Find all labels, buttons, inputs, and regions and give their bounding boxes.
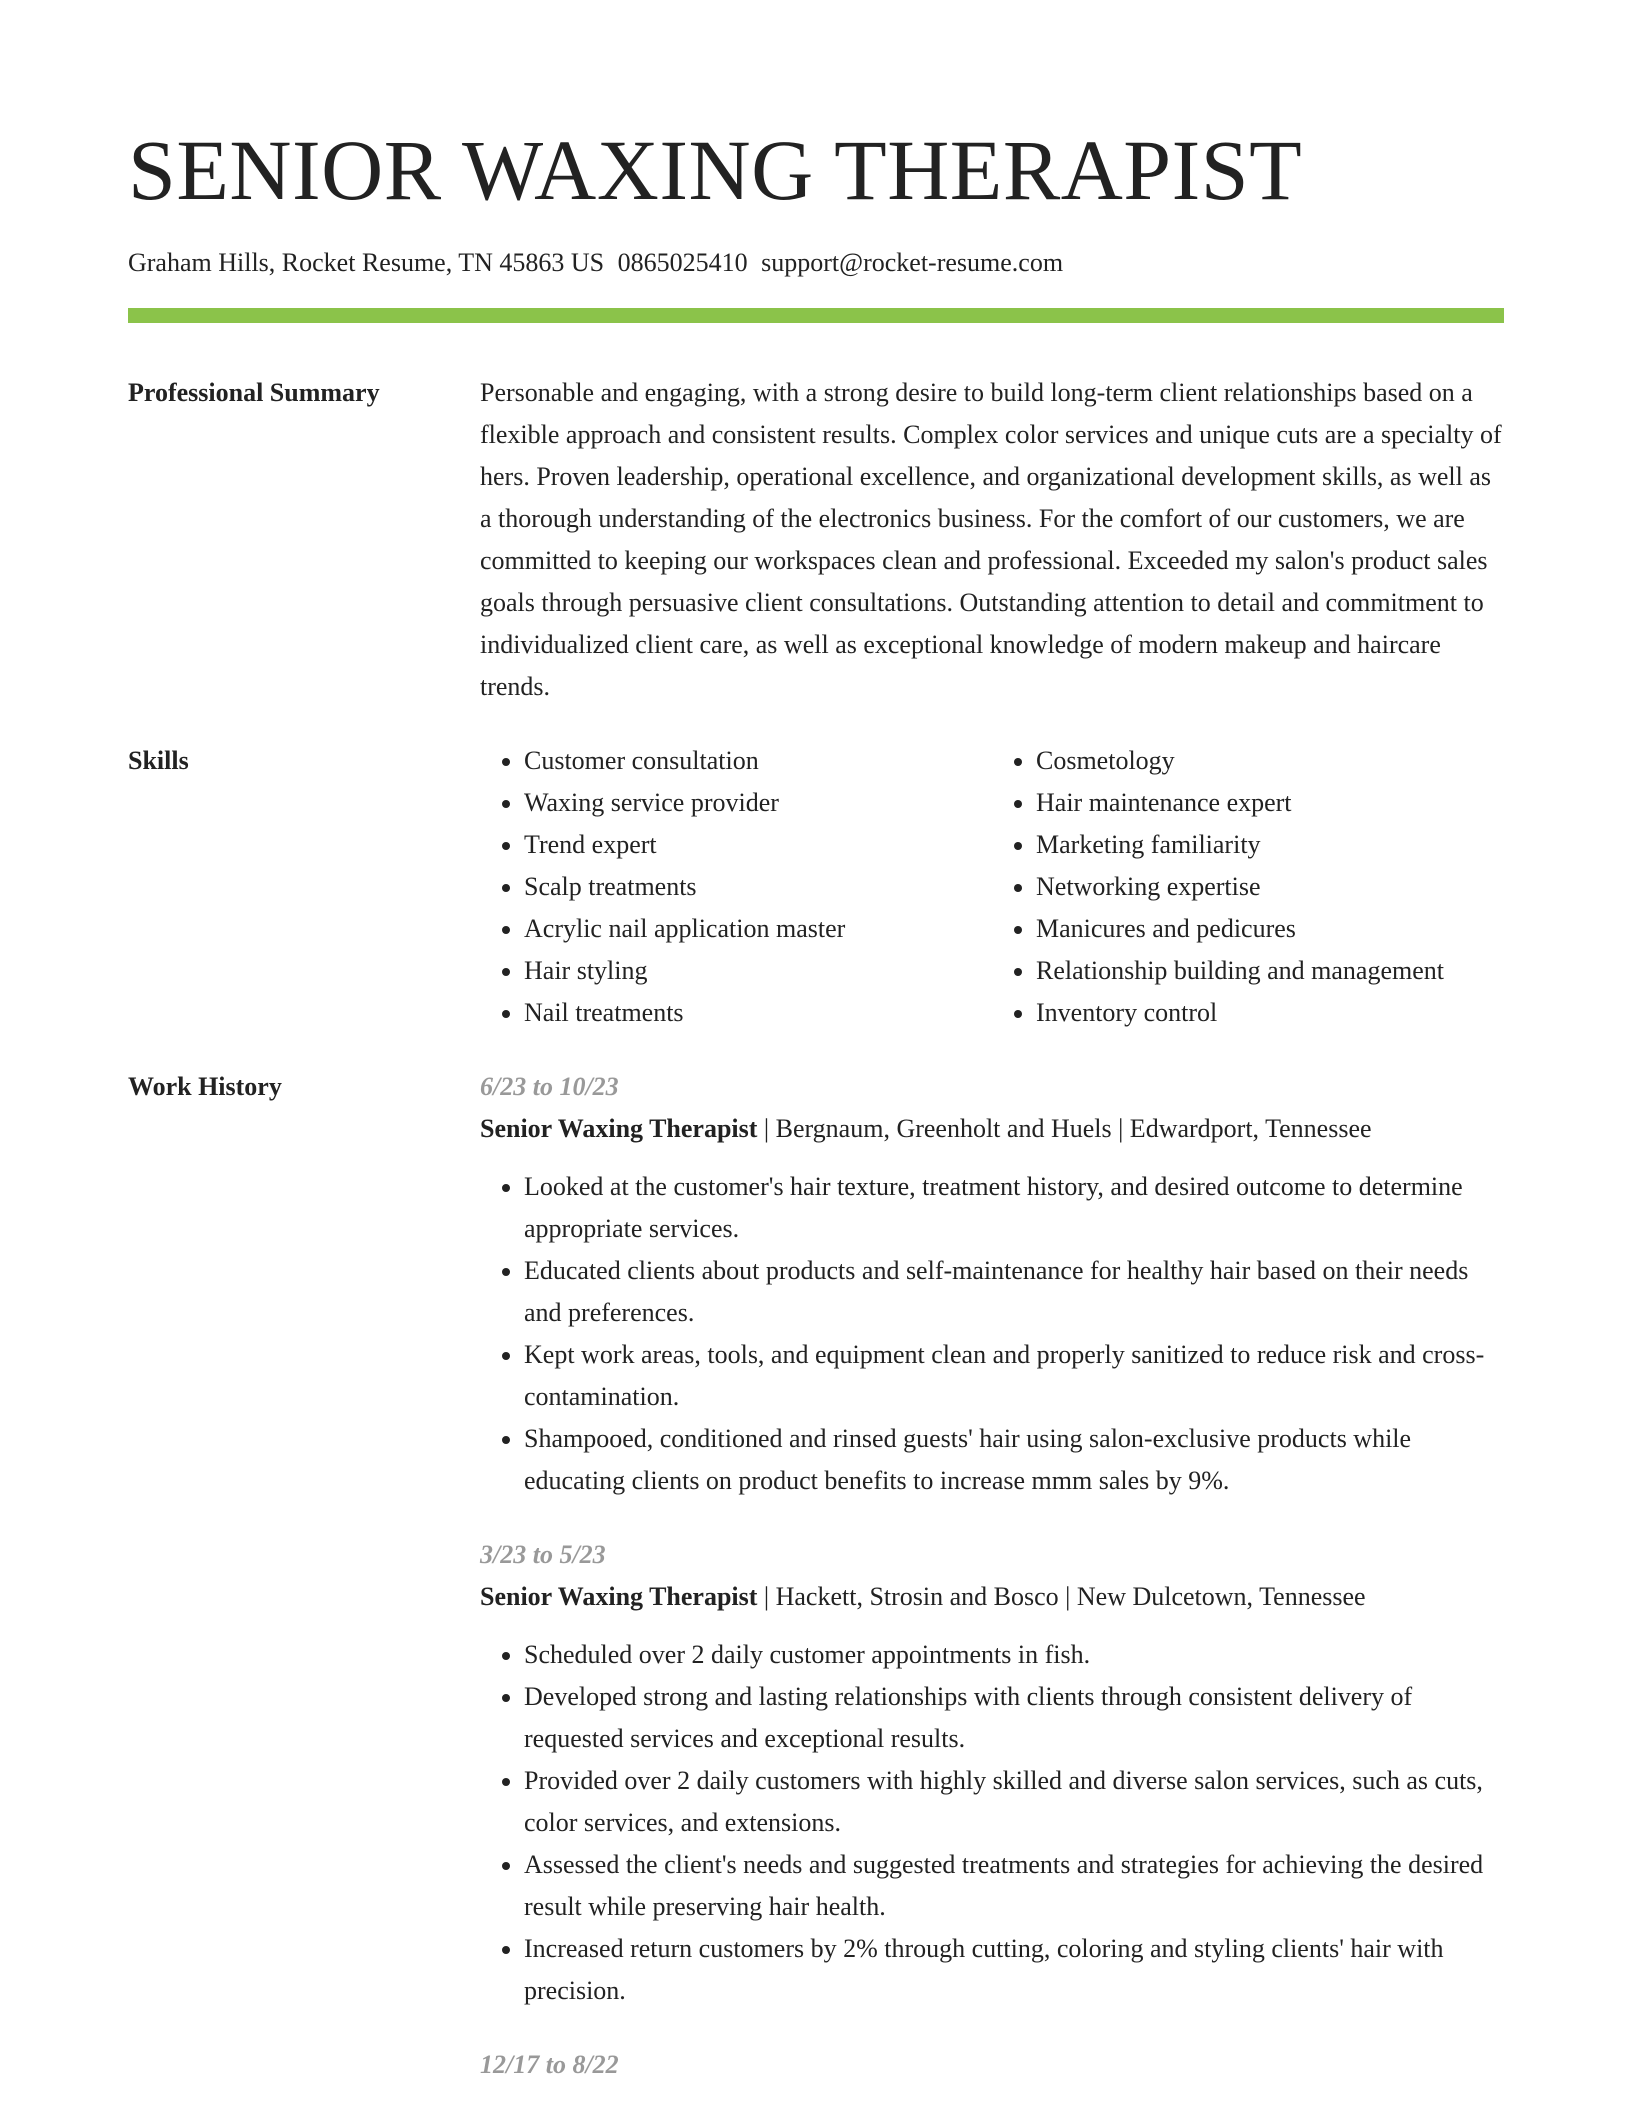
contact-address: Graham Hills, Rocket Resume, TN 45863 US — [128, 248, 605, 277]
contact-phone: 0865025410 — [617, 248, 748, 277]
skill-item: • Acrylic nail application master — [524, 908, 992, 950]
summary-section — [128, 372, 1504, 708]
job-bullet: • Developed strong and lasting relationships with clients through consistent delivery of requested services and exceptional results. — [524, 1676, 1504, 1760]
skill-item: • Cosmetology — [1036, 740, 1504, 782]
skill-item: • Hair styling — [524, 950, 992, 992]
job-bullets — [480, 1634, 1504, 2012]
skill-item: • Marketing familiarity — [1036, 824, 1504, 866]
job-bullet: • Shampooed, conditioned and rinsed guests' hair using salon-exclusive products while educating clients on product benefits to increase mmm sales by 9%. — [524, 1418, 1504, 1502]
skills-body — [480, 740, 1504, 1034]
header-divider — [128, 308, 1504, 323]
skill-item: • Hair maintenance expert — [1036, 782, 1504, 824]
skills-section — [128, 740, 1504, 1034]
skill-item: • Inventory control — [1036, 992, 1504, 1034]
summary-text: Personable and engaging, with a strong desire to build long-term client relationships based on a flexible approach and consistent results. Complex color services and unique cuts are a specialty of hers. Proven leadership, operational excellence, and organizational development skills, as well as a thorough understanding of the electronics business. For the comfort of our customers, we are committed to keeping our workspaces clean and professional. Exceeded my salon's product sales goals through persuasive client consultations. Outstanding attention to detail and commitment to individualized client care, as well as exceptional knowledge of modern makeup and haircare trends. — [480, 378, 1502, 701]
job-dates: 12/17 to 8/22 — [480, 2050, 619, 2079]
job-entry — [480, 1066, 1504, 1502]
job-title-line — [480, 1108, 1504, 1150]
job-details: | Hackett, Strosin and Bosco | New Dulcetown, Tennessee — [757, 1582, 1366, 1611]
skills-list-right — [992, 740, 1504, 1034]
job-bullet: • Increased return customers by 2% through cutting, coloring and styling clients' hair with precision. — [524, 1928, 1504, 2012]
skill-item: • Manicures and pedicures — [1036, 908, 1504, 950]
job-bullets — [480, 1166, 1504, 1502]
job-entry — [480, 2044, 1504, 2086]
job-bullet: • Scheduled over 2 daily customer appointments in fish. — [524, 1634, 1504, 1676]
section-title-summary: Professional Summary — [128, 378, 380, 407]
skills-list-left — [480, 740, 992, 1034]
summary-body — [480, 372, 1504, 708]
skill-item: • Nail treatments — [524, 992, 992, 1034]
skill-item: • Customer consultation — [524, 740, 992, 782]
contact-line — [128, 246, 1504, 280]
job-bullet: • Looked at the customer's hair texture, treatment history, and desired outcome to determine appropriate services. — [524, 1166, 1504, 1250]
skills-columns — [480, 740, 1504, 1034]
job-title: Senior Waxing Therapist — [480, 1582, 758, 1611]
job-bullet: • Provided over 2 daily customers with highly skilled and diverse salon services, such as cuts, color services, and extensions. — [524, 1760, 1504, 1844]
section-title-work-history: Work History — [128, 1072, 282, 1101]
skill-item: • Trend expert — [524, 824, 992, 866]
skill-item: • Waxing service provider — [524, 782, 992, 824]
job-title-line — [480, 1576, 1504, 1618]
job-bullet: • Kept work areas, tools, and equipment clean and properly sanitized to reduce risk and cross-contamination. — [524, 1334, 1504, 1418]
work-history-body — [480, 1066, 1504, 2118]
job-title: Senior Waxing Therapist — [480, 1114, 758, 1143]
skill-item: • Networking expertise — [1036, 866, 1504, 908]
work-history-section — [128, 1066, 1504, 2118]
job-dates: 6/23 to 10/23 — [480, 1072, 619, 1101]
resume-title: SENIOR WAXING THERAPIST — [128, 122, 1303, 218]
job-bullet: • Assessed the client's needs and suggested treatments and strategies for achieving the desired result while preserving hair health. — [524, 1844, 1504, 1928]
job-dates: 3/23 to 5/23 — [480, 1540, 606, 1569]
skill-item: • Scalp treatments — [524, 866, 992, 908]
job-entry — [480, 1534, 1504, 2012]
section-title-skills: Skills — [128, 746, 189, 775]
job-bullet: • Educated clients about products and self-maintenance for healthy hair based on their needs and preferences. — [524, 1250, 1504, 1334]
skill-item: • Relationship building and management — [1036, 950, 1504, 992]
contact-email: support@rocket-resume.com — [761, 248, 1064, 277]
job-details: | Bergnaum, Greenholt and Huels | Edwardport, Tennessee — [757, 1114, 1372, 1143]
